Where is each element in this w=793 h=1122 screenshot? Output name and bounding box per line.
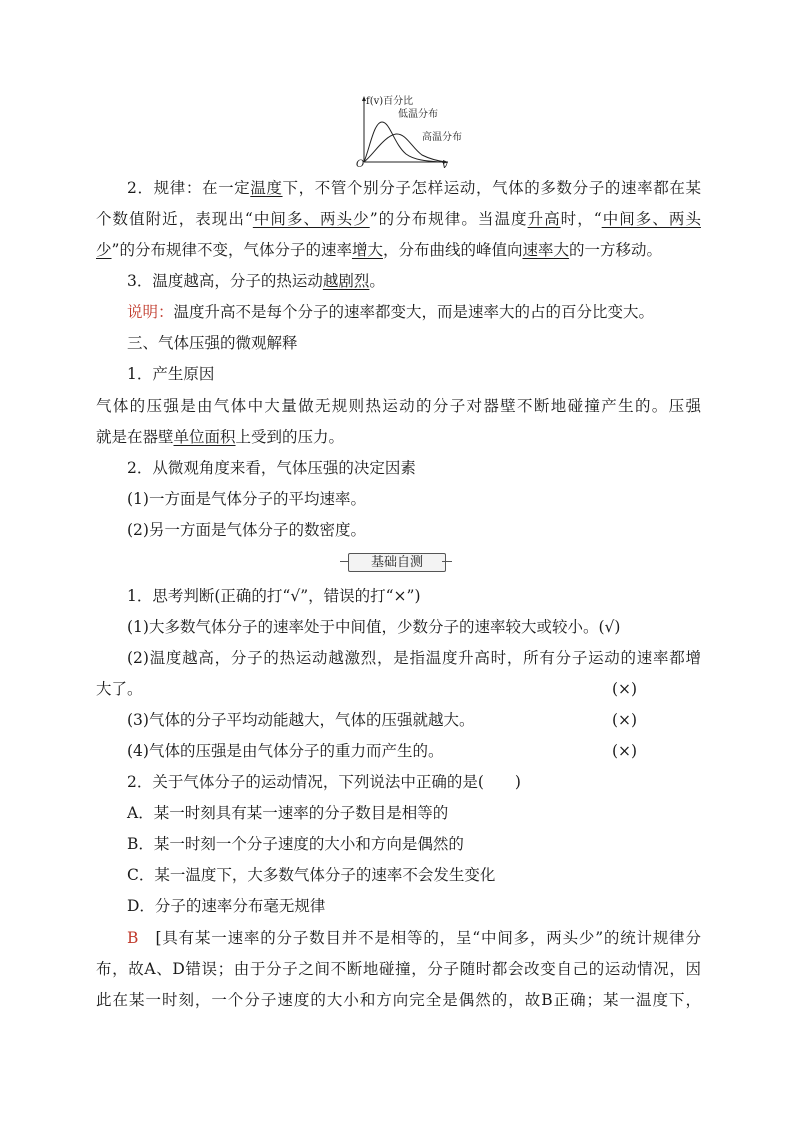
text: [具有某一速率的分子数目并不是相等的，呈“中间多，两头少”的统计规律分 (155, 929, 701, 947)
text: ”的分布规律。当温度 (369, 210, 528, 228)
section3-item1: (1)一方面是气体分子的平均速率。 (127, 490, 366, 508)
underlined-term: 增大 (351, 241, 383, 259)
text: 个数值附近，表现出“ (96, 210, 253, 228)
underlined-term: 温度 (250, 179, 283, 197)
q2-explanation-line1 (127, 927, 701, 949)
low-temp-label: 低温分布 (398, 109, 438, 120)
badge-rule-right (442, 561, 452, 562)
q2-option-a: A．某一时刻具有某一速率的分子数目是相等的 (127, 804, 449, 822)
note-text: 温度升高不是每个分子的速率都变大，而是速率大的占的百分比变大。 (173, 303, 655, 321)
section3-item2: (2)另一方面是气体分子的数密度。 (127, 521, 366, 539)
q2-title: 2．关于气体分子的运动情况，下列说法中正确的是( ) (127, 773, 521, 791)
q1-statement3: (3)气体的分子平均动能越大，气体的压强就越大。 (127, 711, 475, 729)
underlined-term: 少 (96, 241, 112, 259)
rule3-line (127, 270, 701, 292)
answer-letter: B (127, 929, 139, 947)
q1-statement2-line2: 大了。 (96, 680, 143, 698)
text: 3．温度越高，分子的热运动 (127, 272, 323, 290)
y-axis-label: f(v)百分比 (366, 96, 414, 107)
section-badge (340, 552, 452, 572)
q2-option-c: C．某一温度下，大多数气体分子的速率不会发生变化 (127, 866, 496, 884)
text: ”的分布规律不变，气体分子的速率 (111, 241, 352, 259)
underlined-term: 单位面积 (173, 428, 236, 446)
q1-statement1: (1)大多数气体分子的速率处于中间值，少数分子的速率较大或较小。(√) (127, 618, 621, 636)
q1-statement2-line1: (2)温度越高，分子的热运动越激烈，是指温度升高时，所有分子运动的速率都增 (127, 649, 701, 667)
text: 下，不管个别分子怎样运动，气体的多数分子的速率都在某 (282, 179, 701, 197)
text: 的一方移动。 (569, 241, 663, 259)
x-axis-label: v (442, 160, 448, 171)
distribution-figure (350, 92, 462, 171)
q2-explanation-line2: 布，故A、D错误；由于分子之间不断地碰撞，分子随时都会改变自己的运动情况，因 (96, 960, 701, 978)
high-temp-label: 高温分布 (422, 132, 462, 143)
underlined-term: 升高 (527, 210, 561, 228)
text: 就是在器壁 (96, 428, 174, 446)
badge-label: 基础自测 (348, 553, 446, 572)
text: 2．规律：在一定 (127, 179, 251, 197)
underlined-term: 中间多、两头少 (252, 210, 370, 228)
section3-title: 三、气体压强的微观解释 (127, 334, 298, 352)
text: ，分布曲线的峰值向 (382, 241, 523, 259)
distribution-graph (350, 92, 462, 171)
section3-heading1: 1．产生原因 (127, 365, 215, 383)
origin-label: O (356, 159, 365, 170)
q1-statement4: (4)气体的压强是由气体分子的重力而产生的。 (127, 742, 444, 760)
q1-statement4-mark: (×) (612, 742, 638, 760)
section3-heading2: 2．从微观角度来看，气体压强的决定因素 (127, 459, 416, 477)
section3-para-line2 (96, 426, 701, 448)
underlined-term: 越剧烈 (322, 272, 370, 290)
note-line (127, 301, 701, 323)
q2-option-d: D．分子的速率分布毫无规律 (127, 897, 326, 915)
underlined-term: 中间多、两头 (601, 210, 701, 228)
note-label: 说明： (127, 303, 174, 321)
q2-option-b: B．某一时刻一个分子速度的大小和方向是偶然的 (127, 835, 464, 853)
rule2-line2 (96, 208, 701, 230)
text: 。 (369, 272, 385, 290)
rule2-line3 (96, 239, 701, 261)
q2-explanation-line3: 此在某一时刻，一个分子速度的大小和方向完全是偶然的，故B正确；某一温度下， (96, 991, 701, 1009)
text: 时，“ (560, 210, 602, 228)
rule2-line1 (127, 177, 701, 199)
q1-statement2-mark: (×) (612, 680, 638, 698)
text: 上受到的压力。 (235, 428, 345, 446)
q1-title: 1．思考判断(正确的打“√”，错误的打“×”) (127, 587, 421, 605)
underlined-term: 速率大 (522, 241, 569, 259)
section3-para-line1: 气体的压强是由气体中大量做无规则热运动的分子对器壁不断地碰撞产生的。压强 (96, 397, 701, 415)
q1-statement3-mark: (×) (612, 711, 638, 729)
